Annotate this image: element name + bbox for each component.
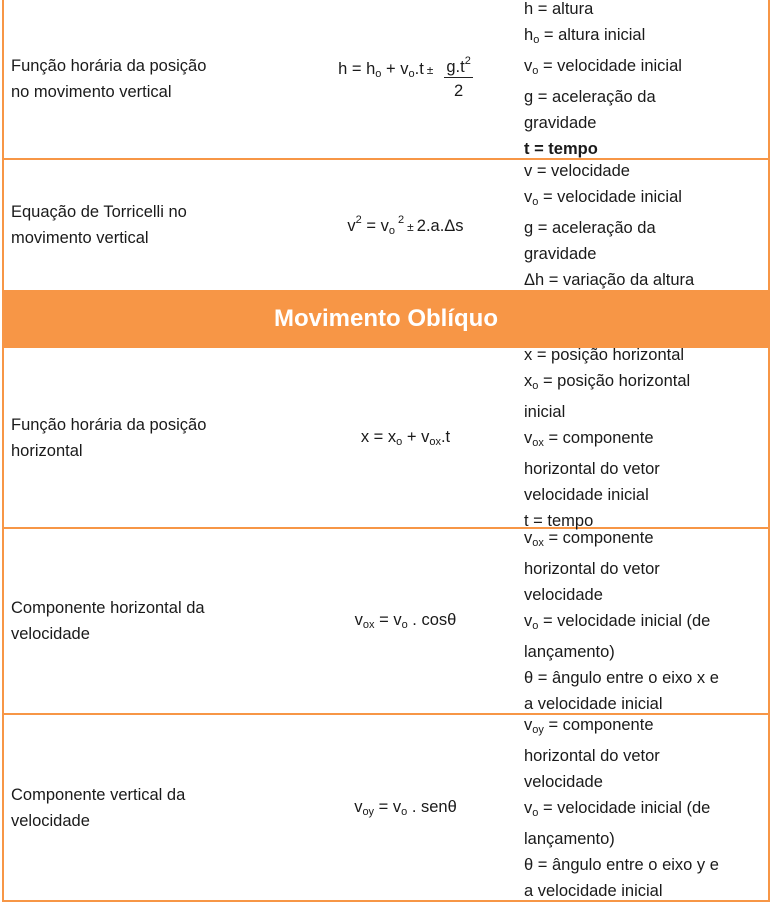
- text-segment: Δh = variação da altura: [524, 270, 695, 289]
- definition-line: [524, 795, 762, 826]
- text-segment: velocidade: [524, 772, 603, 791]
- text-segment: x = posição horizontal: [524, 345, 685, 364]
- definition-line: [524, 158, 762, 184]
- definition-line: [524, 712, 762, 743]
- text-segment: g.t: [446, 57, 465, 76]
- text-segment: inicial: [524, 402, 566, 421]
- table-row: [4, 160, 768, 292]
- definition-line: [524, 184, 762, 215]
- text-segment: 2: [394, 213, 405, 226]
- formula-expression: [294, 798, 517, 818]
- text-segment: = velocidade inicial (de: [538, 612, 711, 630]
- text-segment: = velocidade inicial (de: [538, 798, 711, 817]
- text-segment: gravidade: [524, 114, 597, 132]
- text-segment: o: [396, 435, 403, 448]
- text-segment: = posição horizontal: [538, 371, 691, 390]
- definition-line: [524, 22, 762, 53]
- definition-line: [524, 53, 762, 84]
- formula-name: [4, 782, 294, 834]
- text-segment: v: [524, 187, 533, 206]
- text-segment: ±: [426, 62, 434, 77]
- text-segment: t = tempo: [524, 511, 594, 530]
- definition-line: [524, 215, 762, 241]
- text-segment: v: [524, 428, 533, 447]
- text-segment: o: [408, 67, 415, 80]
- fraction-denominator: 2: [454, 81, 464, 100]
- text-segment: lançamento): [524, 829, 615, 848]
- definition-line: [524, 425, 762, 456]
- text-segment: velocidade inicial: [524, 485, 649, 504]
- definition-line: [524, 267, 762, 293]
- text-segment: v: [524, 715, 533, 734]
- text-segment: o: [401, 805, 408, 818]
- text-segment: 2: [464, 54, 471, 67]
- formula-table: [2, 0, 770, 902]
- formula-name-line: Componente vertical da: [11, 785, 186, 804]
- formula-name-line: velocidade: [11, 811, 90, 830]
- text-segment: = v: [374, 797, 402, 816]
- definition-line: [524, 556, 762, 582]
- text-segment: v: [524, 529, 533, 547]
- definition-line: [524, 399, 762, 425]
- text-segment: = v: [361, 216, 389, 235]
- variable-definitions: [517, 342, 762, 534]
- text-segment: + v: [381, 59, 409, 78]
- text-segment: horizontal do vetor: [524, 459, 660, 478]
- text-segment: h = h: [338, 59, 376, 78]
- text-segment: gravidade: [524, 244, 597, 263]
- formula-name-line: Função horária da posição: [11, 415, 207, 434]
- text-segment: v: [524, 798, 533, 817]
- formula-name-line: horizontal: [11, 441, 83, 460]
- text-segment: ox: [429, 435, 441, 448]
- text-segment: + v: [402, 427, 430, 446]
- text-segment: 2.a.Δs: [416, 216, 464, 235]
- definition-line: [524, 456, 762, 482]
- text-segment: = componente: [543, 715, 654, 734]
- text-segment: oy: [532, 723, 544, 736]
- table-row: [4, 529, 768, 715]
- text-segment: v: [354, 797, 363, 816]
- text-segment: o: [388, 224, 395, 237]
- table-row: [4, 345, 768, 530]
- table-row: [4, 715, 768, 902]
- text-segment: o: [375, 67, 382, 80]
- text-segment: h = altura: [524, 0, 594, 18]
- definition-line: [524, 769, 762, 795]
- text-segment: v: [524, 612, 533, 630]
- definition-line: [524, 852, 762, 878]
- formula-name-line: Equação de Torricelli no: [11, 203, 187, 221]
- text-segment: v = velocidade: [524, 161, 630, 180]
- text-segment: v: [347, 216, 356, 235]
- definition-line: [524, 878, 762, 904]
- table-row: [4, 0, 768, 160]
- text-segment: horizontal do vetor: [524, 746, 660, 765]
- text-segment: h: [524, 26, 534, 44]
- text-segment: x = x: [360, 427, 397, 446]
- text-segment: a velocidade inicial: [524, 881, 663, 900]
- text-segment: oy: [362, 805, 375, 818]
- text-segment: v: [354, 611, 363, 629]
- definition-line: [524, 0, 762, 22]
- text-segment: o: [532, 620, 539, 632]
- text-segment: θ = ângulo entre o eixo x e: [524, 669, 719, 687]
- text-segment: ox: [532, 436, 544, 449]
- text-segment: o: [532, 195, 539, 208]
- formula-name: [4, 595, 294, 647]
- variable-definitions: [517, 0, 762, 162]
- text-segment: velocidade: [524, 586, 603, 604]
- formula-name-line: velocidade: [11, 625, 90, 643]
- formula-expression: [294, 55, 517, 104]
- text-segment: . cosθ: [407, 611, 457, 629]
- definition-line: [524, 826, 762, 852]
- text-segment: g = aceleração da: [524, 88, 656, 106]
- text-segment: g = aceleração da: [524, 218, 656, 237]
- text-segment: .t: [414, 59, 424, 78]
- vertical-motion-rows: [4, 0, 768, 292]
- text-segment: ox: [362, 619, 375, 631]
- text-segment: θ = ângulo entre o eixo y e: [524, 855, 719, 874]
- definition-line: [524, 368, 762, 399]
- text-segment: ±: [407, 219, 414, 234]
- definition-line: [524, 110, 762, 136]
- definition-line: [524, 342, 762, 368]
- oblique-motion-rows: [4, 345, 768, 902]
- formula-expression: [294, 611, 517, 631]
- formula-expression: [294, 428, 517, 448]
- variable-definitions: [517, 525, 762, 717]
- fraction: [444, 55, 472, 104]
- text-segment: = velocidade inicial: [538, 187, 682, 206]
- formula-name: [4, 199, 294, 251]
- text-segment: o: [533, 34, 540, 46]
- text-segment: o: [532, 379, 539, 392]
- definition-line: [524, 608, 762, 639]
- text-segment: = v: [374, 611, 402, 629]
- variable-definitions: [517, 158, 762, 293]
- fraction-numerator: [444, 55, 472, 78]
- text-segment: o: [532, 65, 539, 77]
- formula-name: [4, 412, 294, 464]
- text-segment: = componente: [543, 529, 654, 547]
- text-segment: = altura inicial: [539, 26, 646, 44]
- definition-line: [524, 482, 762, 508]
- definition-line: [524, 241, 762, 267]
- definition-line: [524, 743, 762, 769]
- formula-name-line: Função horária da posição: [11, 57, 207, 75]
- text-segment: o: [532, 806, 539, 819]
- formula-name: [4, 53, 294, 105]
- definition-line: [524, 582, 762, 608]
- definition-line: [524, 525, 762, 556]
- text-segment: v: [524, 57, 533, 75]
- text-segment: a velocidade inicial: [524, 695, 663, 713]
- definition-line: [524, 84, 762, 110]
- text-segment: . senθ: [407, 797, 457, 816]
- section-header-movimento-obliquo: Movimento Oblíquo: [4, 292, 768, 348]
- text-segment: = componente: [543, 428, 654, 447]
- text-segment: .t: [440, 427, 451, 446]
- text-segment: o: [401, 619, 408, 631]
- definition-line: [524, 639, 762, 665]
- text-segment: ox: [532, 537, 544, 549]
- text-segment: lançamento): [524, 643, 615, 661]
- text-segment: t = tempo: [524, 140, 598, 158]
- text-segment: = velocidade inicial: [538, 57, 682, 75]
- text-segment: horizontal do vetor: [524, 560, 660, 578]
- variable-definitions: [517, 712, 762, 904]
- text-segment: x: [524, 371, 533, 390]
- definition-line: [524, 665, 762, 691]
- formula-name-line: movimento vertical: [11, 229, 149, 247]
- formula-expression: [294, 214, 517, 237]
- text-segment: 2: [355, 213, 362, 226]
- formula-name-line: no movimento vertical: [11, 83, 172, 101]
- formula-name-line: Componente horizontal da: [11, 599, 205, 617]
